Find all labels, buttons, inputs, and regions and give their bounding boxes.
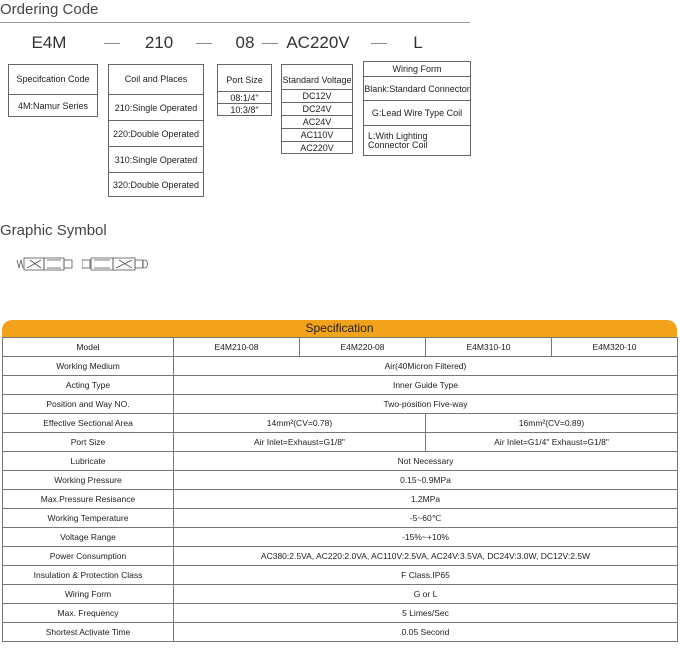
code-voltage: AC220V bbox=[286, 33, 350, 52]
box-title: Specifcation Code bbox=[16, 74, 90, 84]
row-value: 1.2MPa bbox=[174, 490, 678, 509]
row-label: Shortest Activate Time bbox=[3, 623, 174, 642]
code-dash bbox=[104, 43, 120, 44]
box-item: AC110V bbox=[282, 128, 352, 141]
row-value: Inner Guide Type bbox=[174, 376, 678, 395]
model-cell: E4M210-08 bbox=[174, 338, 300, 357]
coil-box bbox=[108, 64, 204, 197]
row-value-right: 16mm²(CV=0.89) bbox=[426, 414, 678, 433]
row-value: AC380:2.5VA, AC220:2.0VA, AC110V:2.5VA, AC24V:3.5VA, DC24V:3.0W, DC12V:2.5W bbox=[174, 547, 678, 566]
model-cell: E4M320-10 bbox=[552, 338, 678, 357]
row-value-left: 14mm²(CV=0.78) bbox=[174, 414, 426, 433]
box-item: 10:3/8" bbox=[218, 103, 271, 115]
double-solenoid-symbol-icon bbox=[82, 254, 148, 274]
port-box bbox=[217, 64, 272, 116]
row-label: Acting Type bbox=[3, 376, 174, 395]
table-row bbox=[3, 395, 678, 414]
single-solenoid-symbol-icon bbox=[16, 254, 76, 274]
spec-header: Specification bbox=[2, 320, 677, 337]
box-title: Port Size bbox=[226, 75, 263, 85]
row-label: Lubricate bbox=[3, 452, 174, 471]
box-item: Blank:Standard Connector bbox=[364, 76, 470, 100]
box-item: 310:Single Operated bbox=[109, 146, 203, 172]
model-label: Model bbox=[3, 338, 174, 357]
row-value: F Class.IP65 bbox=[174, 566, 678, 585]
row-label: Effective Sectional Area bbox=[3, 414, 174, 433]
row-value: 0.05 Second bbox=[174, 623, 678, 642]
row-value: 0.15~0.9MPa bbox=[174, 471, 678, 490]
box-item: 4M:Namur Series bbox=[9, 94, 97, 117]
box-item: 210:Single Operated bbox=[109, 94, 203, 120]
table-row bbox=[3, 623, 678, 642]
row-label: Power Consumption bbox=[3, 547, 174, 566]
code-coil: 210 bbox=[144, 33, 174, 52]
row-label: Insulation & Protection Class bbox=[3, 566, 174, 585]
row-label: Port Size bbox=[3, 433, 174, 452]
table-row bbox=[3, 490, 678, 509]
row-value: 5 Limes/Sec bbox=[174, 604, 678, 623]
row-value: Not Necessary bbox=[174, 452, 678, 471]
row-label: Max.Pressure Resisance bbox=[3, 490, 174, 509]
row-label: Working Medium bbox=[3, 357, 174, 376]
code-series: E4M bbox=[31, 33, 67, 52]
row-value: -15%~+10% bbox=[174, 528, 678, 547]
code-dash bbox=[262, 43, 278, 44]
box-title: Standard Voltage bbox=[282, 75, 352, 85]
box-item: L:With Lighting Connector Coil bbox=[364, 125, 470, 155]
box-title: Wiring Form bbox=[392, 64, 442, 74]
table-row bbox=[3, 376, 678, 395]
box-item: DC24V bbox=[282, 102, 352, 115]
spec-code-box bbox=[8, 64, 98, 117]
row-label: Working Temperature bbox=[3, 509, 174, 528]
row-value: -5~60℃ bbox=[174, 509, 678, 528]
table-row bbox=[3, 604, 678, 623]
model-cell: E4M310-10 bbox=[426, 338, 552, 357]
code-dash bbox=[371, 43, 387, 44]
specification-table bbox=[2, 320, 677, 642]
code-port: 08 bbox=[235, 33, 255, 52]
row-label: Working Pressure bbox=[3, 471, 174, 490]
voltage-box bbox=[281, 64, 353, 154]
table-row bbox=[3, 509, 678, 528]
table-row bbox=[3, 452, 678, 471]
table-row bbox=[3, 585, 678, 604]
box-item: 220:Double Operated bbox=[109, 120, 203, 146]
box-item: 08:1/4" bbox=[218, 91, 271, 103]
box-item: DC12V bbox=[282, 89, 352, 102]
table-row bbox=[3, 357, 678, 376]
table-row bbox=[3, 566, 678, 585]
row-value-right: Air Inlet=G1/4" Exhaust=G1/8" bbox=[426, 433, 678, 452]
row-label: Position and Way NO. bbox=[3, 395, 174, 414]
wiring-box bbox=[363, 61, 471, 156]
heading-divider bbox=[0, 22, 470, 23]
box-item: AC220V bbox=[282, 141, 352, 153]
table-row bbox=[3, 338, 678, 357]
row-value: G or L bbox=[174, 585, 678, 604]
table-row bbox=[3, 547, 678, 566]
model-cell: E4M220-08 bbox=[300, 338, 426, 357]
code-dash bbox=[196, 43, 212, 44]
table-row bbox=[3, 471, 678, 490]
row-label: Max. Frequency bbox=[3, 604, 174, 623]
code-wiring: L bbox=[413, 33, 423, 52]
ordering-code-heading: Ordering Code bbox=[0, 1, 99, 18]
row-label: Wiring Form bbox=[3, 585, 174, 604]
row-value: Air(40Micron Filtered) bbox=[174, 357, 678, 376]
box-item: AC24V bbox=[282, 115, 352, 128]
graphic-symbol-heading: Graphic Symbol bbox=[0, 222, 107, 239]
table-row bbox=[3, 433, 678, 452]
box-title: Coil and Places bbox=[124, 74, 188, 84]
row-value-left: Air Inlet=Exhaust=G1/8" bbox=[174, 433, 426, 452]
table-row bbox=[3, 528, 678, 547]
box-item: G:Lead Wire Type Coil bbox=[364, 100, 470, 125]
row-label: Voltage Range bbox=[3, 528, 174, 547]
table-row bbox=[3, 414, 678, 433]
row-value: Two-position Five-way bbox=[174, 395, 678, 414]
box-item: 320:Double Operated bbox=[109, 172, 203, 197]
